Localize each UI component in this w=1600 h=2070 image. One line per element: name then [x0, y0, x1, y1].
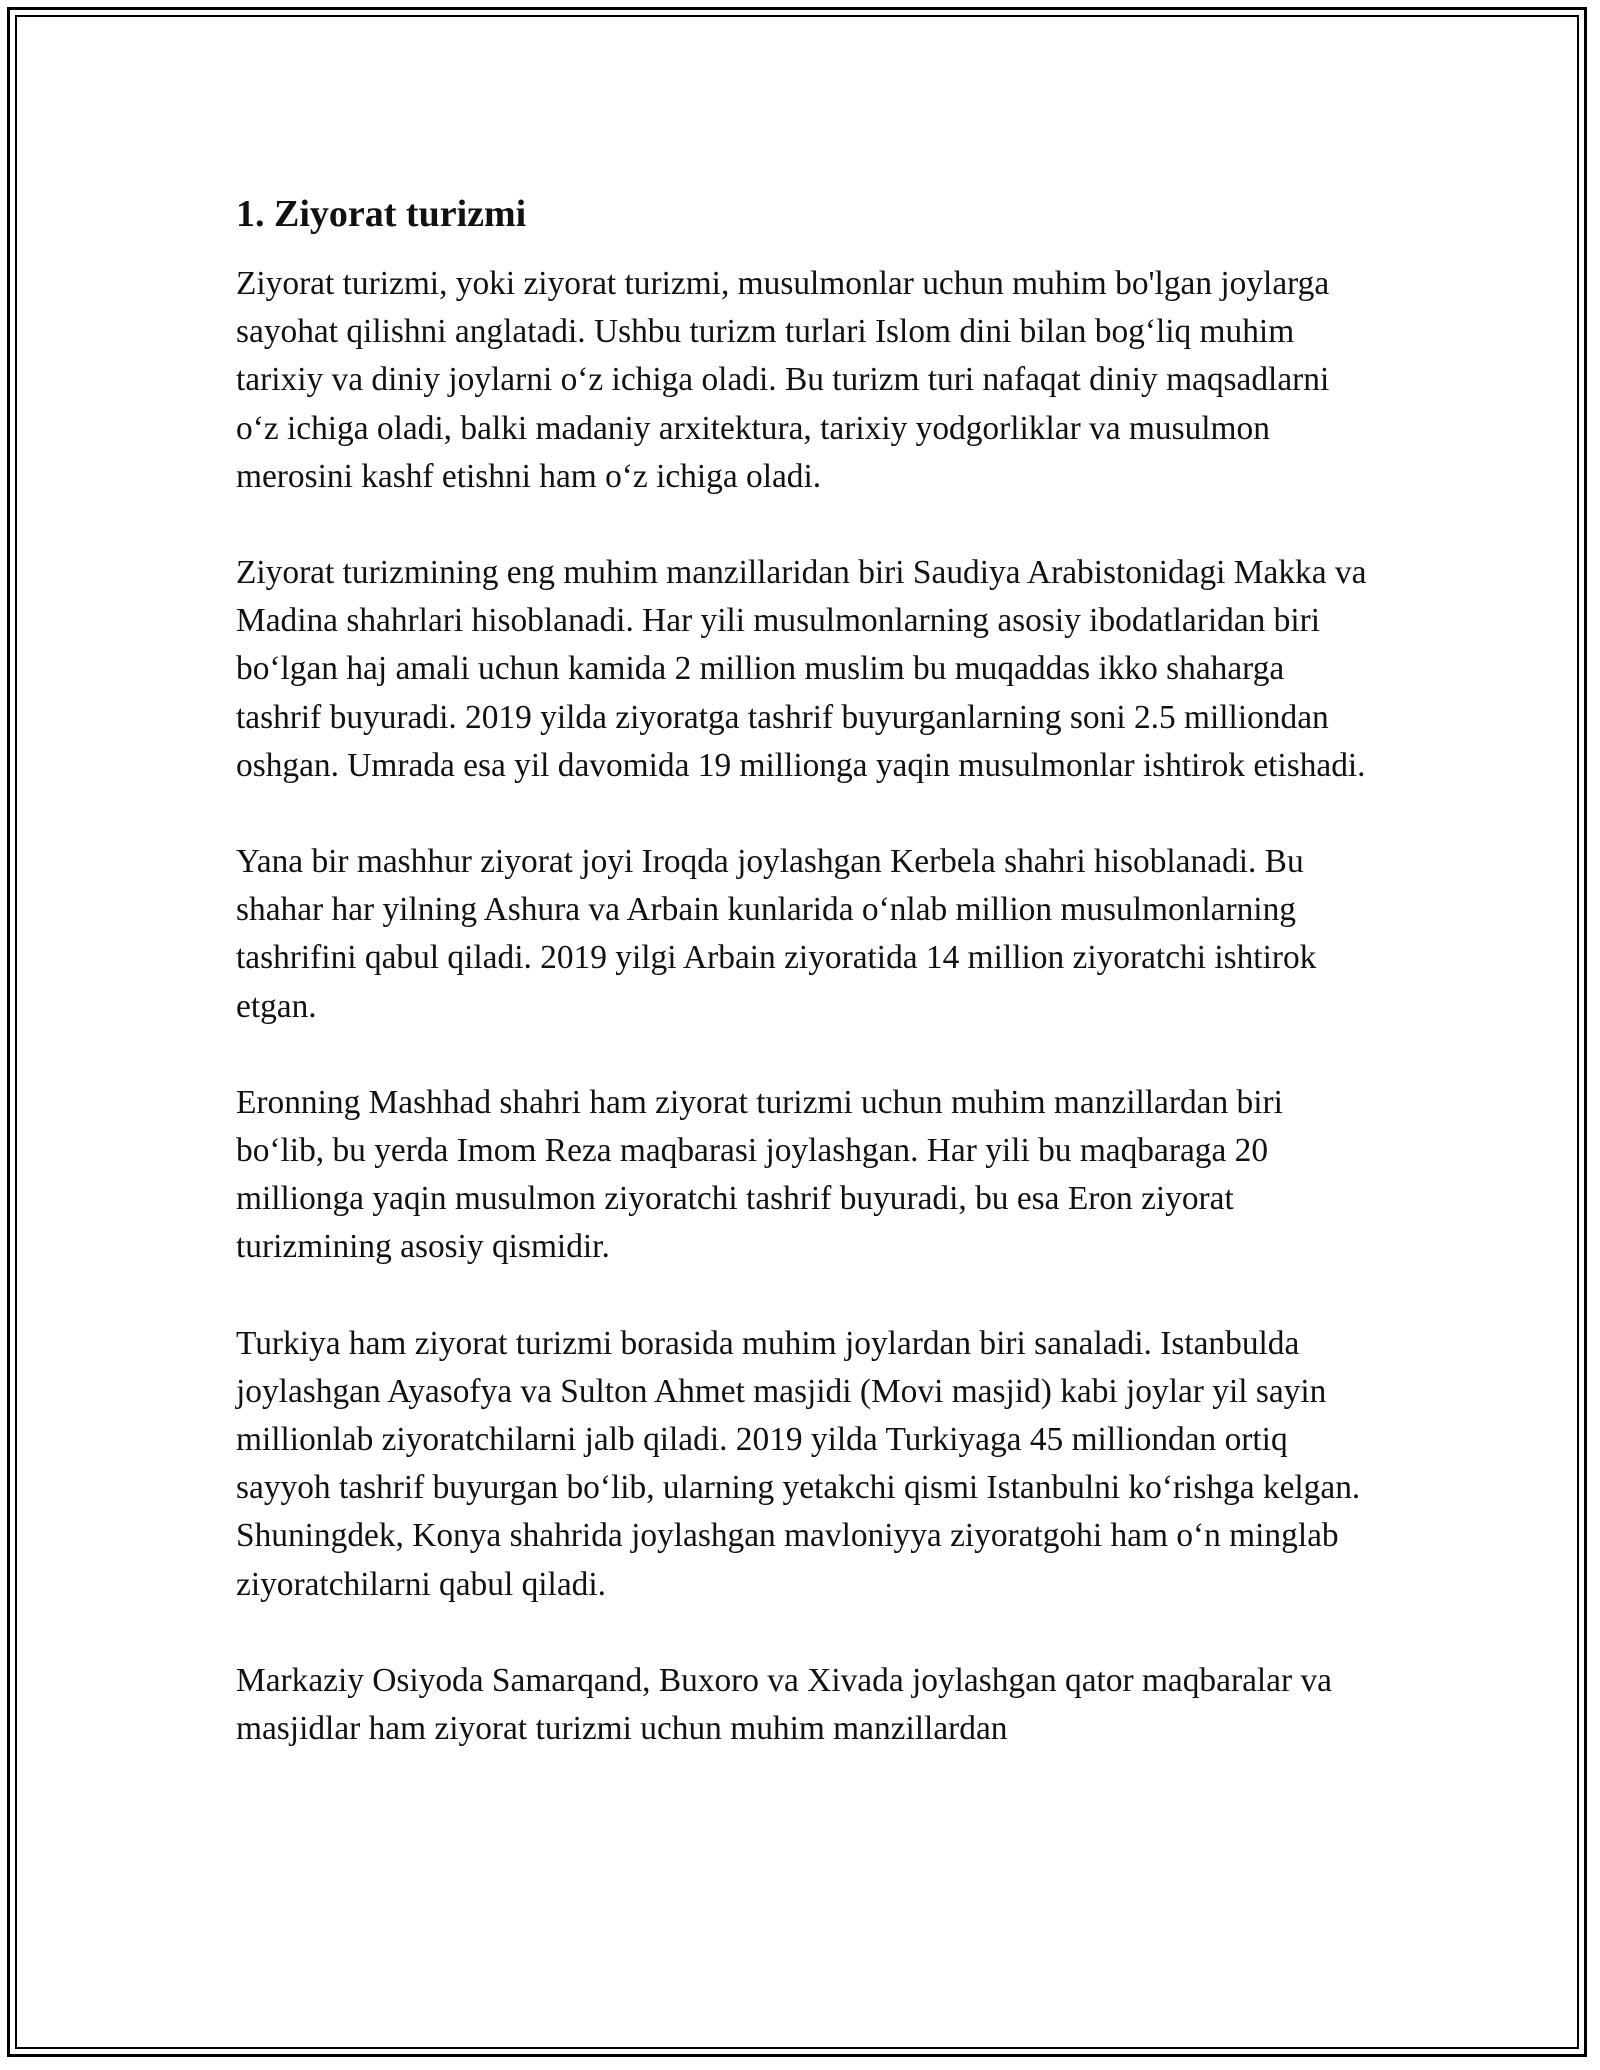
paragraph-intro: Ziyorat turizmi, yoki ziyorat turizmi, musulmonlar uchun muhim bo'lgan joylarga sayohat qilishni anglatadi. Ushbu turizm turlari Islom dini bilan bog‘liq muhim tarixiy va diniy joylarni o‘z ichiga oladi. Bu turizm turi nafaqat diniy maqsadlarni o‘z ichiga oladi, balki madaniy arxitektura, tarixiy yodgorliklar va musulmon merosini kashf etishni ham o‘z ichiga oladi. [236, 265, 1330, 495]
paragraph-turkiya: Turkiya ham ziyorat turizmi borasida muhim joylardan biri sanaladi. Istanbulda joylashgan Ayasofya va Sulton Ahmet masjidi (Movi masjid) kabi joylar yil sayin millionlab ziyoratchilarni jalb qiladi. 2019 yilda Turkiyaga 45 milliondan ortiq sayyoh tashrif buyurgan bo‘lib, ularning yetakchi qismi Istanbulni ko‘rishga kelgan. Shuningdek, Konya shahrida joylashgan mavloniyya ziyoratgohi ham o‘n minglab ziyoratchilarni qabul qiladi. [236, 1324, 1361, 1603]
document-body [236, 188, 1376, 1801]
paragraph-kerbela: Yana bir mashhur ziyorat joyi Iroqda joylashgan Kerbela shahri hisoblanadi. Bu shahar har yilning Ashura va Arbain kunlarida o‘nlab million musulmonlarning tashrifini qabul qiladi. 2019 yilgi Arbain ziyoratida 14 million ziyoratchi ishtirok etgan. [236, 843, 1317, 1025]
paragraph-mashhad: Eronning Mashhad shahri ham ziyorat turizmi uchun muhim manzillardan biri bo‘lib, bu yerda Imom Reza maqbarasi joylashgan. Har yili bu maqbaraga 20 millionga yaqin musulmon ziyoratchi tashrif buyuradi, bu esa Eron ziyorat turizmining asosiy qismidir. [236, 1083, 1283, 1266]
paragraph-markaziy-osiyo: Markaziy Osiyoda Samarqand, Buxoro va Xivada joylashgan qator maqbaralar va masjidlar ham ziyorat turizmi uchun muhim manzillardan [236, 1661, 1332, 1748]
paragraph-makka-madina: Ziyorat turizmining eng muhim manzillaridan biri Saudiya Arabistonidagi Makka va Madina shahrlari hisoblanadi. Har yili musulmonlarning asosiy ibodatlaridan biri bo‘lgan haj amali uchun kamida 2 million muslim bu muqaddas ikko shaharga tashrif buyuradi. 2019 yilda ziyoratga tashrif buyurganlarning soni 2.5 milliondan oshgan. Umrada esa yil davomida 19 millionga yaqin musulmonlar ishtirok etishadi. [236, 554, 1367, 784]
section-heading: 1. Ziyorat turizmi [236, 193, 527, 235]
